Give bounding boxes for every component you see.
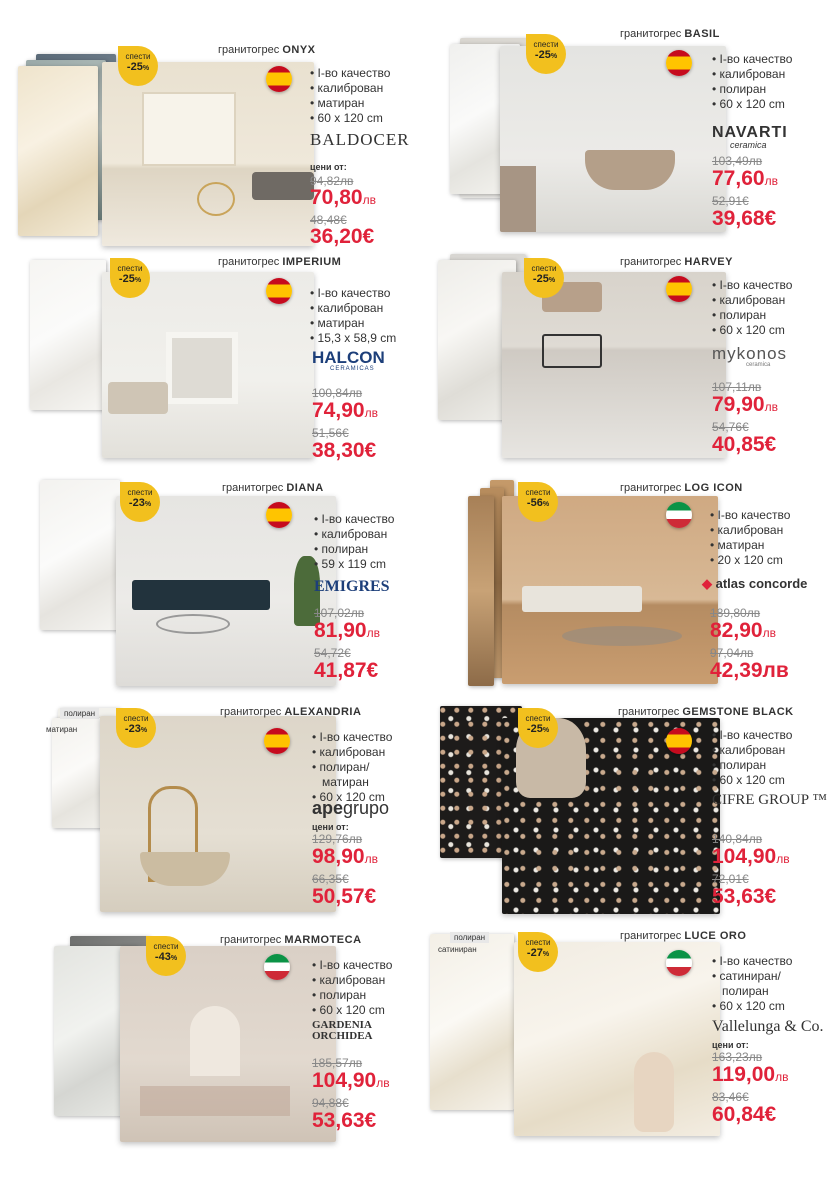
product-card-basil[interactable] xyxy=(430,24,828,244)
new-price-bgn: 104,90лв xyxy=(312,1069,390,1092)
new-price-eur: 42,39лв xyxy=(710,659,789,682)
spain-flag-icon xyxy=(666,276,692,302)
tag-matte: матиран xyxy=(46,725,78,734)
prices-from-label: цени от: xyxy=(712,1040,749,1050)
old-price-eur: 54,76€ xyxy=(712,420,749,434)
new-price-bgn: 74,90лв xyxy=(312,399,378,422)
product-header: гранитогрес IMPERIUM xyxy=(218,256,342,268)
old-price-eur: 83,46€ xyxy=(712,1090,749,1104)
product-card-marmoteca[interactable] xyxy=(40,932,440,1152)
discount-badge: спести -23% xyxy=(120,482,160,522)
old-price-eur: 51,56€ xyxy=(312,426,349,440)
feature-list: • I-во качество • сатиниран/ полиран • 60 x 120 cm xyxy=(712,954,792,1014)
old-price-bgn: 107,02лв xyxy=(314,606,365,620)
old-price-bgn: 94,82лв xyxy=(310,174,354,188)
discount-badge: спести -25% xyxy=(110,258,150,298)
spain-flag-icon xyxy=(264,728,290,754)
product-card-diana[interactable] xyxy=(40,480,440,700)
product-header: гранитогрес LOG ICON xyxy=(620,482,743,494)
new-price-eur: 50,57€ xyxy=(312,885,377,908)
product-card-harvey[interactable] xyxy=(430,254,828,474)
new-price-eur: 53,63€ xyxy=(312,1109,377,1132)
brand-logo: CIFRE GROUP ™ xyxy=(712,792,827,808)
brand-logo: apegrupo xyxy=(312,798,390,818)
feature-list: • I-во качество • калиброван • матиран • 20 x 120 cm xyxy=(710,508,790,568)
old-price-bgn: 100,84лв xyxy=(312,386,363,400)
spain-flag-icon xyxy=(666,50,692,76)
new-price-bgn: 81,90лв xyxy=(314,619,380,642)
new-price-eur: 40,85€ xyxy=(712,433,777,456)
feature-list: • I-во качество • калиброван • полиран • 60 x 120 cm xyxy=(712,278,792,338)
brand-logo: BALDOCER xyxy=(310,130,410,149)
brand-logo: mykonos xyxy=(712,344,788,363)
new-price-bgn: 79,90лв xyxy=(712,393,778,416)
feature-list: • I-во качество • калиброван • полиран • 59 x 119 cm xyxy=(314,512,394,572)
product-card-onyx[interactable] xyxy=(18,40,418,260)
discount-badge: спести -25% xyxy=(526,34,566,74)
old-price-eur: 94,88€ xyxy=(312,1096,349,1110)
spain-flag-icon xyxy=(266,66,292,92)
old-price-eur: 52,91€ xyxy=(712,194,749,208)
spain-flag-icon xyxy=(266,278,292,304)
new-price-eur: 38,30€ xyxy=(312,439,377,462)
discount-badge: спести -56% xyxy=(518,482,558,522)
product-card-imperium[interactable] xyxy=(30,254,430,474)
old-price-bgn: 189,80лв xyxy=(710,606,761,620)
brand-logo: ◆ atlas concorde xyxy=(702,576,808,591)
new-price-eur: 41,87€ xyxy=(314,659,379,682)
discount-badge: спести -25% xyxy=(118,46,158,86)
brand-logo: NAVARTI xyxy=(712,124,788,141)
feature-list: • I-во качество • калиброван • полиран • 60 x 120 cm xyxy=(712,52,792,112)
old-price-bgn: 103,49лв xyxy=(712,154,763,168)
new-price-bgn: 70,80лв xyxy=(310,186,376,209)
prices-from-label: цени от: xyxy=(312,822,349,832)
old-price-bgn: 107,11лв xyxy=(712,380,762,394)
product-card-log-icon[interactable] xyxy=(420,480,820,700)
tag-satin: сатиниран xyxy=(438,945,477,954)
brand-logo-sub: CERAMICAS xyxy=(330,366,375,372)
product-header: гранитогрес GEMSTONE BLACK xyxy=(618,706,794,718)
feature-list: • I-во качество • калиброван • полиран/ матиран • 60 x 120 cm xyxy=(312,730,392,805)
spain-flag-icon xyxy=(266,502,292,528)
tile-slab xyxy=(468,496,494,686)
tile-slab xyxy=(40,480,120,630)
italy-flag-icon xyxy=(666,950,692,976)
brand-logo-sub: ceramica xyxy=(746,362,771,368)
product-card-gemstone-black[interactable] xyxy=(422,704,827,924)
feature-list: • I-во качество • калиброван • матиран • 60 x 120 cm xyxy=(310,66,390,126)
old-price-bgn: 140,84лв xyxy=(712,832,763,846)
product-header: гранитогрес DIANA xyxy=(222,482,324,494)
brand-logo: EMIGRES xyxy=(314,578,390,595)
discount-badge: спести -43% xyxy=(146,936,186,976)
italy-flag-icon xyxy=(264,954,290,980)
product-header: гранитогрес ONYX xyxy=(218,44,316,56)
brand-logo: HALCON xyxy=(312,348,385,367)
discount-badge: спести -27% xyxy=(518,932,558,972)
old-price-eur: 48,48€ xyxy=(310,213,347,227)
tile-slab xyxy=(18,66,98,236)
brand-logo: GARDENIA ORCHIDEA xyxy=(312,1019,373,1042)
prices-from-label: цени от: xyxy=(310,162,347,172)
old-price-bgn: 163,23лв xyxy=(712,1050,763,1064)
new-price-eur: 39,68€ xyxy=(712,207,777,230)
new-price-eur: 53,63€ xyxy=(712,885,777,908)
tag-polished: полиран xyxy=(450,932,489,943)
product-header: гранитогрес MARMOTECA xyxy=(220,934,362,946)
brand-logo: Vallelunga & Co. xyxy=(712,1018,824,1035)
old-price-eur: 97,04лв xyxy=(710,646,754,660)
new-price-eur: 36,20€ xyxy=(310,225,375,248)
discount-badge: спести -23% xyxy=(116,708,156,748)
new-price-bgn: 119,00лв xyxy=(712,1063,789,1086)
new-price-eur: 60,84€ xyxy=(712,1103,777,1126)
italy-flag-icon xyxy=(666,502,692,528)
product-card-luce-oro[interactable] xyxy=(424,932,824,1152)
product-header: гранитогрес HARVEY xyxy=(620,256,733,268)
feature-list: • I-во качество • калиброван • полиран • 60 x 120 cm xyxy=(712,728,792,788)
room-scene-image xyxy=(500,46,726,232)
new-price-bgn: 82,90лв xyxy=(710,619,776,642)
brand-logo-sub: ceramica xyxy=(730,140,767,150)
old-price-eur: 54,72€ xyxy=(314,646,351,660)
product-header: гранитогрес BASIL xyxy=(620,28,720,40)
old-price-eur: 66,35€ xyxy=(312,872,349,886)
old-price-eur: 72,01€ xyxy=(712,872,749,886)
old-price-bgn: 185,57лв xyxy=(312,1056,363,1070)
tag-polished: полиран xyxy=(60,708,99,719)
discount-badge: спести -25% xyxy=(518,708,558,748)
tile-slab xyxy=(430,934,514,1110)
discount-badge: спести -25% xyxy=(524,258,564,298)
tile-slab xyxy=(30,260,106,410)
new-price-bgn: 98,90лв xyxy=(312,845,378,868)
room-scene-image xyxy=(116,496,336,686)
product-header: гранитогрес ALEXANDRIA xyxy=(220,706,362,718)
spain-flag-icon xyxy=(666,728,692,754)
product-header: гранитогрес LUCE ORO xyxy=(620,930,747,942)
product-card-alexandria[interactable] xyxy=(40,704,440,924)
old-price-bgn: 129,76лв xyxy=(312,832,363,846)
room-scene-image xyxy=(502,272,726,458)
new-price-bgn: 77,60лв xyxy=(712,167,778,190)
room-scene-image xyxy=(120,946,336,1142)
feature-list: • I-во качество • калиброван • матиран • 15,3 x 58,9 cm xyxy=(310,286,396,346)
new-price-bgn: 104,90лв xyxy=(712,845,790,868)
feature-list: • I-во качество • калиброван • полиран • 60 x 120 cm xyxy=(312,958,392,1018)
